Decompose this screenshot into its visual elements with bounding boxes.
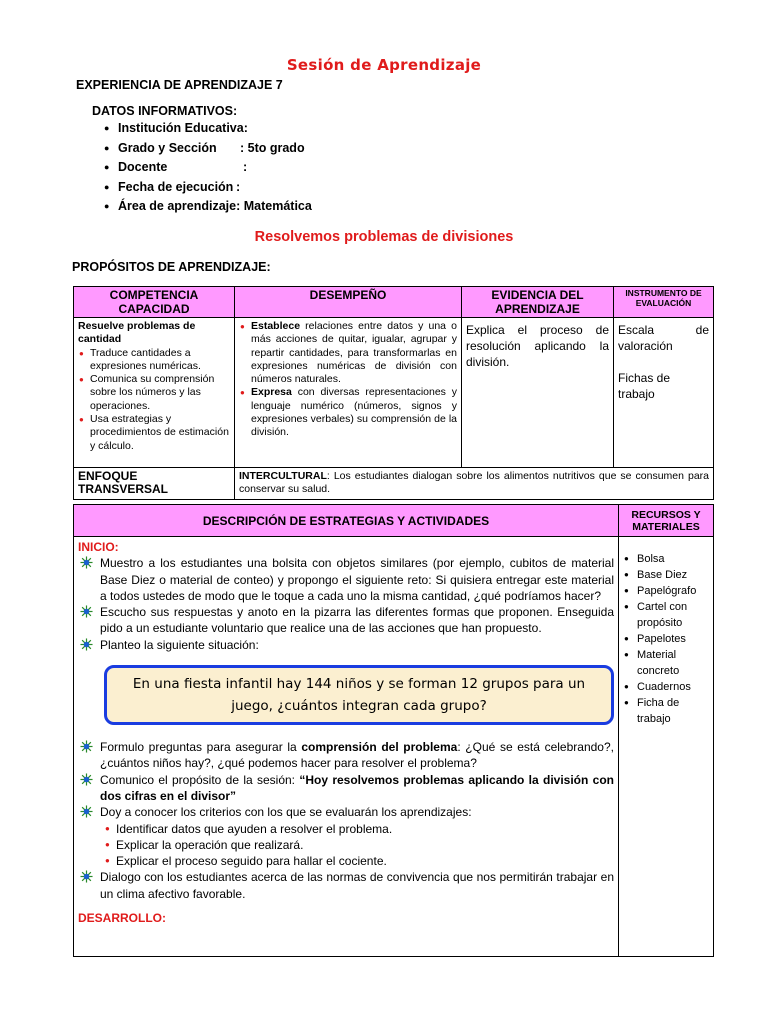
cell-recursos bbox=[619, 537, 714, 957]
sun-flower-icon bbox=[80, 740, 93, 753]
capacidades-list bbox=[78, 347, 230, 453]
criterio-item: ● Identificar datos que ayuden a resolver el problema. bbox=[78, 821, 614, 837]
activity-item: Doy a conocer los criterios con los que se evaluarán los aprendizajes: bbox=[78, 804, 614, 820]
cell-evidencia: Explica el proceso de resolución aplicando la división. bbox=[462, 318, 614, 468]
activity-item: Planteo la siguiente situación: bbox=[78, 637, 614, 653]
sun-flower-icon bbox=[80, 605, 93, 618]
capacidad-item: ● Traduce cantidades a expresiones numéricas. bbox=[78, 347, 230, 374]
recurso-item: ● Cartel con propósito bbox=[623, 599, 709, 631]
desarrollo-label: DESARROLLO: bbox=[78, 911, 166, 926]
activity-item: Escucho sus respuestas y anoto en la pizarra las diferentes formas que proponen. Enseguida pido a un estudiante voluntario que realice una de las acciones que han propuesto. bbox=[78, 604, 614, 637]
instrumento-escala: Escala de valoración bbox=[618, 323, 709, 353]
session-subtitle: Resolvemos problemas de divisiones bbox=[254, 229, 514, 245]
cell-competencia bbox=[74, 318, 235, 468]
cell-desempeno bbox=[235, 318, 462, 468]
datos-item-grado: ● Grado y Sección : 5to grado bbox=[104, 139, 312, 159]
sun-flower-icon bbox=[80, 805, 93, 818]
datos-item-institucion: ● Institución Educativa: bbox=[104, 119, 312, 139]
sun-flower-icon bbox=[80, 870, 93, 883]
inicio-label: INICIO: bbox=[78, 540, 119, 554]
enfoque-text: INTERCULTURAL: Los estudiantes dialogan sobre los alimentos nutritivos que se consumen para conservar su salud. bbox=[235, 468, 714, 500]
enfoque-label: ENFOQUE TRANSVERSAL bbox=[74, 468, 235, 500]
cell-instrumento bbox=[614, 318, 714, 468]
sun-flower-icon bbox=[80, 556, 93, 569]
recursos-list bbox=[623, 551, 709, 727]
desempeno-item: ● Expresa con diversas representaciones y lenguaje numérico (números, signos y expresiones verbales) su comprensión de la división. bbox=[239, 386, 457, 439]
criterio-item: ● Explicar el proceso seguido para hallar el cociente. bbox=[78, 853, 614, 869]
datos-heading: DATOS INFORMATIVOS: bbox=[92, 104, 238, 118]
activity-item: Dialogo con los estudiantes acerca de las normas de convivencia que nos permitirán trabajar en un clima afectivo favorable. bbox=[78, 869, 614, 902]
sun-flower-icon bbox=[80, 773, 93, 786]
competencia-title: Resuelve problemas de cantidad bbox=[78, 320, 196, 346]
criterio-item: ● Explicar la operación que realizará. bbox=[78, 837, 614, 853]
header-evidencia: EVIDENCIA DEL APRENDIZAJE bbox=[462, 287, 614, 318]
header-competencia: COMPETENCIA CAPACIDAD bbox=[74, 287, 235, 318]
recurso-item: ● Bolsa bbox=[623, 551, 709, 567]
desempeno-item: ● Establece relaciones entre datos y una o más acciones de quitar, igualar, agrupar y repartir cantidades, para transformarlas en expresiones numéricas de división con números naturales. bbox=[239, 320, 457, 386]
activity-item: Comunico el propósito de la sesión: “Hoy resolvemos problemas aplicando la división con dos cifras en el divisor” bbox=[78, 772, 614, 805]
recurso-item: ● Cuadernos bbox=[623, 679, 709, 695]
recurso-item: ● Ficha de trabajo bbox=[623, 695, 709, 727]
recurso-item: ● Papelotes bbox=[623, 631, 709, 647]
datos-list bbox=[104, 119, 312, 217]
header-recursos: RECURSOS Y MATERIALES bbox=[619, 505, 714, 537]
propositos-table bbox=[73, 286, 714, 500]
datos-item-area: ● Área de aprendizaje: Matemática bbox=[104, 197, 312, 217]
header-instrumento: INSTRUMENTO DE EVALUACIÓN bbox=[614, 287, 714, 318]
recurso-item: ● Base Diez bbox=[623, 567, 709, 583]
cell-actividades bbox=[74, 537, 619, 957]
header-estrategias: DESCRIPCIÓN DE ESTRATEGIAS Y ACTIVIDADES bbox=[74, 505, 619, 537]
instrumento-fichas: Fichas de trabajo bbox=[618, 371, 671, 401]
datos-item-docente: ● Docente : bbox=[104, 158, 312, 178]
capacidad-item: ● Usa estrategias y procedimientos de estimación y cálculo. bbox=[78, 413, 230, 453]
sun-flower-icon bbox=[80, 638, 93, 651]
recurso-item: ● Material concreto bbox=[623, 647, 709, 679]
propositos-heading: PROPÓSITOS DE APRENDIZAJE: bbox=[72, 260, 271, 274]
experience-label: EXPERIENCIA DE APRENDIZAJE 7 bbox=[76, 78, 283, 92]
activity-item: Formulo preguntas para asegurar la comprensión del problema: ¿Qué se está celebrando?, ¿cuántos niños hay?, ¿qué podemos hacer para resolver el problema? bbox=[78, 739, 614, 772]
strategies-table bbox=[73, 504, 714, 957]
capacidad-item: ● Comunica su comprensión sobre los números y las operaciones. bbox=[78, 373, 230, 413]
problem-situation-box: En una fiesta infantil hay 144 niños y se forman 12 grupos para un juego, ¿cuántos integran cada grupo? bbox=[104, 665, 614, 725]
page-title: Sesión de Aprendizaje bbox=[286, 56, 482, 74]
recurso-item: ● Papelógrafo bbox=[623, 583, 709, 599]
desempenos-list bbox=[239, 320, 457, 440]
datos-item-fecha: ● Fecha de ejecución : bbox=[104, 178, 312, 198]
activity-item: Muestro a los estudiantes una bolsita con objetos similares (por ejemplo, cubitos de material Base Diez o material de conteo) y propongo el siguiente reto: Si quisiera entregar este material a todos ustedes de modo que le toque a cada uno la misma cantidad, ¿qué podríamos hacer? bbox=[78, 555, 614, 604]
header-desempeno: DESEMPEÑO bbox=[235, 287, 462, 318]
